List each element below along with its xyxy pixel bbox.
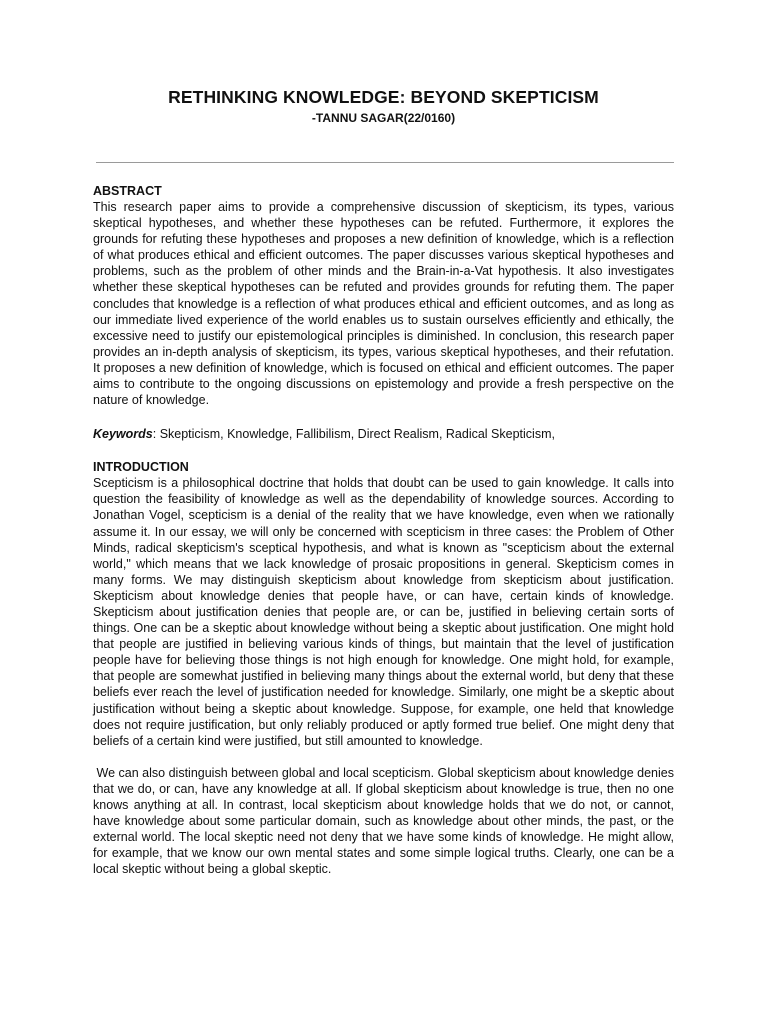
author-line: -TANNU SAGAR(22/0160): [311, 111, 456, 125]
abstract-heading: ABSTRACT: [93, 184, 162, 198]
keywords-text: : Skepticism, Knowledge, Fallibilism, Direct Realism, Radical Skepticism,: [152, 427, 555, 442]
paper-title: RETHINKING KNOWLEDGE: BEYOND SKEPTICISM: [168, 87, 599, 107]
introduction-paragraph-2: We can also distinguish between global and local scepticism. Global skepticism about knowledge denies that we do, or can, have any knowledge at all. If global skepticism about knowledge is true, then no one knows anything at all. In contrast, local skepticism about knowledge holds that we do not, or cannot, have knowledge about some particular domain, such as knowledge about other minds, the past, or the external world. The local skeptic need not deny that we have some kinds of knowledge. He might allow, for example, that we know our own mental states and some simple logical truths. Clearly, one can be a local skeptic without being a global skeptic.: [93, 765, 678, 877]
introduction-section: [93, 459, 678, 877]
keywords-line: [93, 426, 674, 442]
introduction-paragraph-1: Scepticism is a philosophical doctrine that holds that doubt can be used to gain knowledge. It calls into question the feasibility of knowledge as well as the dependability of knowledge sources. According to Jonathan Vogel, scepticism is a denial of the reality that we have knowledge, even when we rationally assume it. In our essay, we will only be concerned with scepticism in three cases: the Problem of Other Minds, radical skepticism's sceptical hypothesis, and what is known as "scepticism about the external world," which means that we lack knowledge of prosaic propositions in general. Skepticism comes in many forms. We may distinguish skepticism about knowledge from skepticism about justification. Skepticism about knowledge denies that people have, or can have, certain kinds of knowledge. Skepticism about justification denies that people are, or can be, justified in believing certain sorts of things. One can be a skeptic about knowledge without being a skeptic about justification. One might hold that people are justified in believing various kinds of things, but maintain that the level of justification people have for believing those things is not high enough for knowledge. One might hold, for example, that people are somewhat justified in believing many things about the external world, but deny that these beliefs ever reach the level of justification needed for knowledge. Similarly, one might be a skeptic about justification without being a skeptic about knowledge. Suppose, for example, one held that knowledge does not require justification, but only reliably produced or aptly formed true belief. One might deny that beliefs of a certain kind were justified, but still amounted to knowledge.: [93, 476, 674, 748]
introduction-heading: INTRODUCTION: [93, 460, 189, 475]
abstract-text: This research paper aims to provide a comprehensive discussion of skepticism, its types, various skeptical hypotheses, and whether these hypotheses can be refuted. Furthermore, it explores the grounds for refuting these hypotheses and proposes a new definition of knowledge, which is a reflection of what produces ethical and efficient outcomes. The paper discusses various skeptical hypotheses and problems, such as the problem of other minds and the Brain-in-a-Vat hypothesis. It also investigates whether these skeptical hypotheses can be refuted and provides grounds for refuting them. The paper concludes that knowledge is a reflection of what produces ethical and efficient outcomes, and as long as our immediate lived experience of the world enables us to sustain ourselves efficiently and ethically, the excessive need to justify our epistemological principles is diminished. In conclusion, this research paper provides an in-depth analysis of skepticism, its types, various skeptical hypotheses, and their refutation. It proposes a new definition of knowledge, which is focused on ethical and efficient outcomes. The paper aims to contribute to the ongoing discussions on epistemology and provide a fresh perspective on the nature of knowledge.: [93, 200, 674, 408]
abstract-section: [93, 183, 674, 408]
keywords-label: Keywords: [93, 427, 153, 442]
title-divider: [96, 162, 674, 163]
